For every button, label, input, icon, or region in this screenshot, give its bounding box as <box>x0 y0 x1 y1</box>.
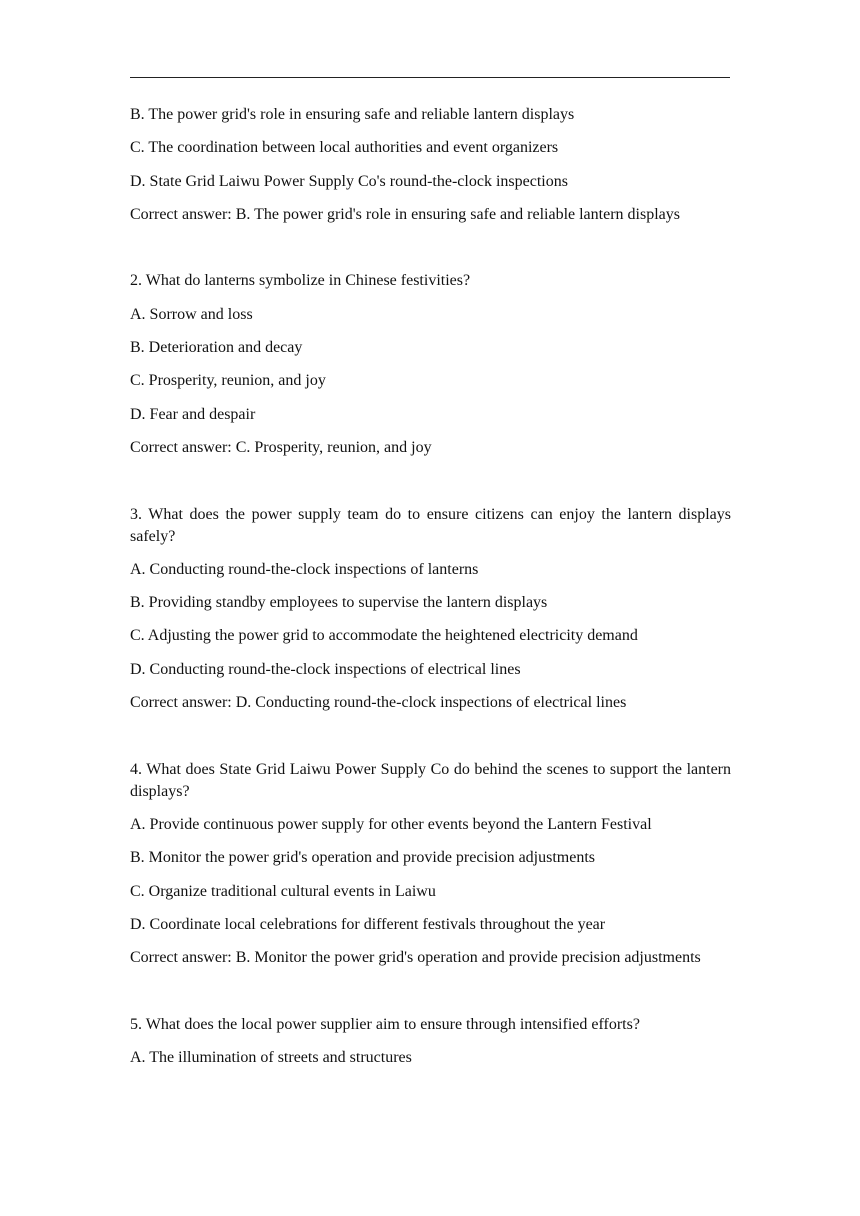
question-text: 2. What do lanterns symbolize in Chinese festivities? <box>130 272 471 290</box>
question-text: 3. What does the power supply team do to ensure citizens can enjoy the lantern displays safely? <box>130 505 731 545</box>
spacer <box>130 980 731 1013</box>
option-d: D. Coordinate local celebrations for different festivals throughout the year <box>130 915 606 933</box>
option-a: A. The illumination of streets and structures <box>130 1049 412 1067</box>
correct-answer: Correct answer: D. Conducting round-the-clock inspections of electrical lines <box>130 694 627 712</box>
spacer <box>130 725 731 758</box>
quiz-content <box>130 104 731 1080</box>
question-1-tail <box>130 104 731 226</box>
correct-answer: Correct answer: C. Prosperity, reunion, and joy <box>130 438 432 456</box>
question-3 <box>130 504 731 714</box>
spacer <box>130 237 731 270</box>
option-b: B. Deterioration and decay <box>130 339 303 357</box>
question-5 <box>130 1014 731 1069</box>
option-c: C. Prosperity, reunion, and joy <box>130 372 326 390</box>
option-a: A. Provide continuous power supply for other events beyond the Lantern Festival <box>130 815 652 833</box>
header-rule <box>130 77 730 78</box>
option-b: B. Monitor the power grid's operation and provide precision adjustments <box>130 849 596 867</box>
option-d: D. State Grid Laiwu Power Supply Co's round-the-clock inspections <box>130 172 568 190</box>
option-d: D. Fear and despair <box>130 405 256 423</box>
option-c: C. Adjusting the power grid to accommodate the heightened electricity demand <box>130 627 638 645</box>
question-text: 5. What does the local power supplier aim to ensure through intensified efforts? <box>130 1015 640 1033</box>
question-2 <box>130 270 731 458</box>
option-b: B. The power grid's role in ensuring safe and reliable lantern displays <box>130 106 575 123</box>
option-d: D. Conducting round-the-clock inspections of electrical lines <box>130 660 521 678</box>
option-c: C. The coordination between local authorities and event organizers <box>130 139 559 157</box>
correct-answer: Correct answer: B. The power grid's role in ensuring safe and reliable lantern displays <box>130 205 680 223</box>
option-c: C. Organize traditional cultural events in Laiwu <box>130 882 436 900</box>
option-a: A. Conducting round-the-clock inspections of lanterns <box>130 560 479 578</box>
question-text: 4. What does State Grid Laiwu Power Supply Co do behind the scenes to support the lantern displays? <box>130 760 731 800</box>
question-4 <box>130 759 731 969</box>
option-b: B. Providing standby employees to supervise the lantern displays <box>130 594 548 612</box>
option-a: A. Sorrow and loss <box>130 305 253 323</box>
spacer <box>130 470 731 503</box>
correct-answer: Correct answer: B. Monitor the power grid's operation and provide precision adjustments <box>130 949 701 967</box>
